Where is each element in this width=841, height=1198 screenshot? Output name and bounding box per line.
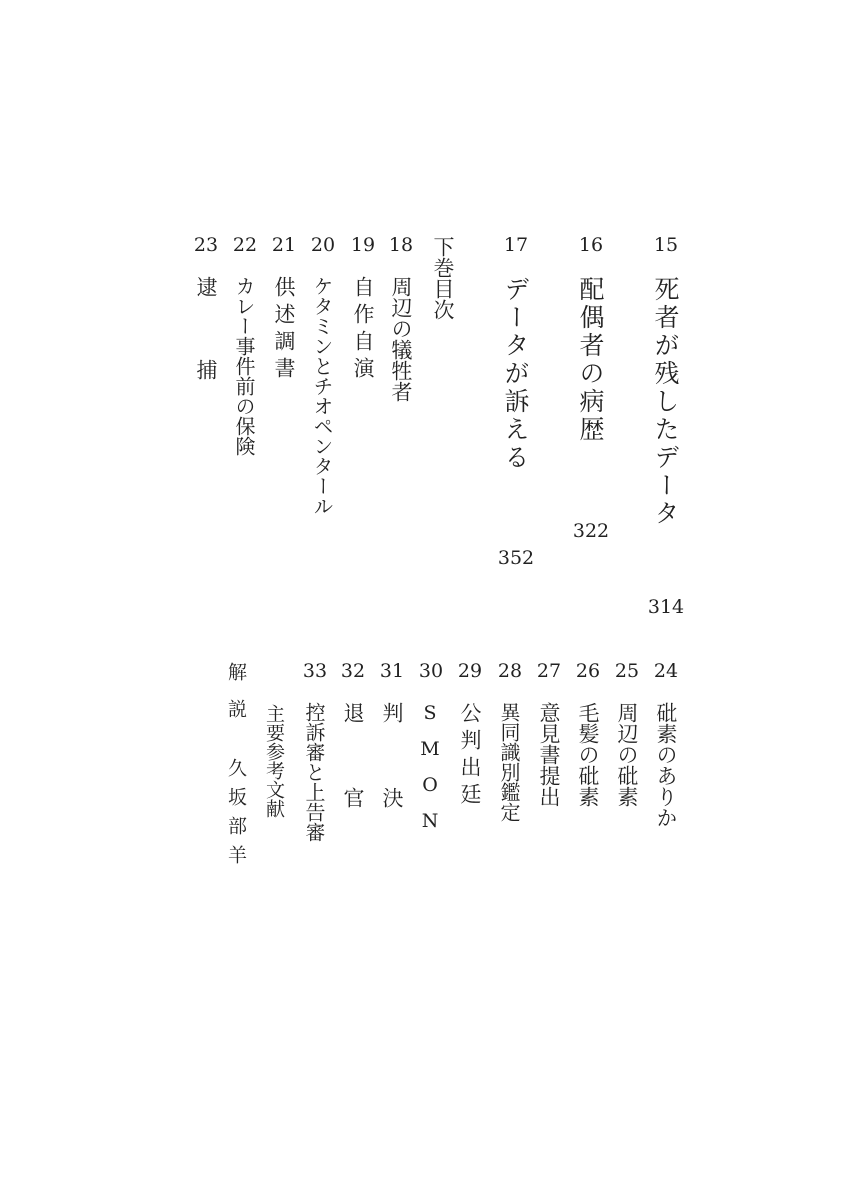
chapter-number: 23 <box>193 234 219 256</box>
chapter-title: 死者が残したデータ <box>651 276 680 528</box>
chapter-title: 毛髪の砒素 <box>576 702 600 807</box>
chapter-title: 供述調書 <box>272 276 296 384</box>
chapter-number: 27 <box>536 660 562 682</box>
chapter-title: 意見書提出 <box>537 702 561 807</box>
page-number-322: 322 <box>572 520 610 542</box>
chapter-number: 31 <box>379 660 405 682</box>
chapter-title: 砒素のありか <box>654 702 678 828</box>
chapter-number: 24 <box>653 660 679 682</box>
chapter-number: 29 <box>457 660 483 682</box>
chapter-title: 周辺の犠牲者 <box>389 276 413 402</box>
chapter-number: 25 <box>614 660 640 682</box>
chapter-title: データが訴える <box>501 276 530 472</box>
page-number-352: 352 <box>497 547 535 569</box>
chapter-number: 19 <box>350 234 376 256</box>
chapter-number: 18 <box>388 234 414 256</box>
chapter-number: 17 <box>503 234 529 256</box>
references-entry[interactable]: 主要参考文献 <box>263 704 285 818</box>
chapter-title: 配偶者の病歴 <box>576 276 605 444</box>
chapter-title: 逮捕 <box>194 276 218 442</box>
chapter-number: 32 <box>340 660 366 682</box>
chapter-title: 自作自演 <box>351 276 375 384</box>
chapter-number: 16 <box>578 234 604 256</box>
chapter-title: 周辺の砒素 <box>615 702 639 807</box>
chapter-title: 異同識別鑑定 <box>497 702 521 822</box>
page-number-314: 314 <box>647 596 685 618</box>
chapter-number: 21 <box>271 234 297 256</box>
chapter-number: 33 <box>302 660 328 682</box>
chapter-title: 公判出廷 <box>458 702 482 810</box>
chapter-number: 22 <box>232 234 258 256</box>
volume-heading: 下巻目次 <box>431 236 455 320</box>
chapter-title: 控訴審と上告審 <box>302 702 326 842</box>
chapter-title: ケタミンとチオペンタール <box>310 276 334 516</box>
kaisetsu-label: 解説 <box>225 662 247 736</box>
chapter-number: 26 <box>575 660 601 682</box>
chapter-title: 退官 <box>341 702 365 872</box>
kaisetsu-author: 久坂部羊 <box>225 758 247 874</box>
chapter-title: 判決 <box>380 702 404 872</box>
chapter-number: 15 <box>653 234 679 256</box>
chapter-number: 20 <box>310 234 336 256</box>
chapter-number: 30 <box>418 660 444 682</box>
chapter-number: 28 <box>497 660 523 682</box>
chapter-title: カレー事件前の保険 <box>232 276 256 456</box>
chapter-title: SMON <box>419 702 441 846</box>
